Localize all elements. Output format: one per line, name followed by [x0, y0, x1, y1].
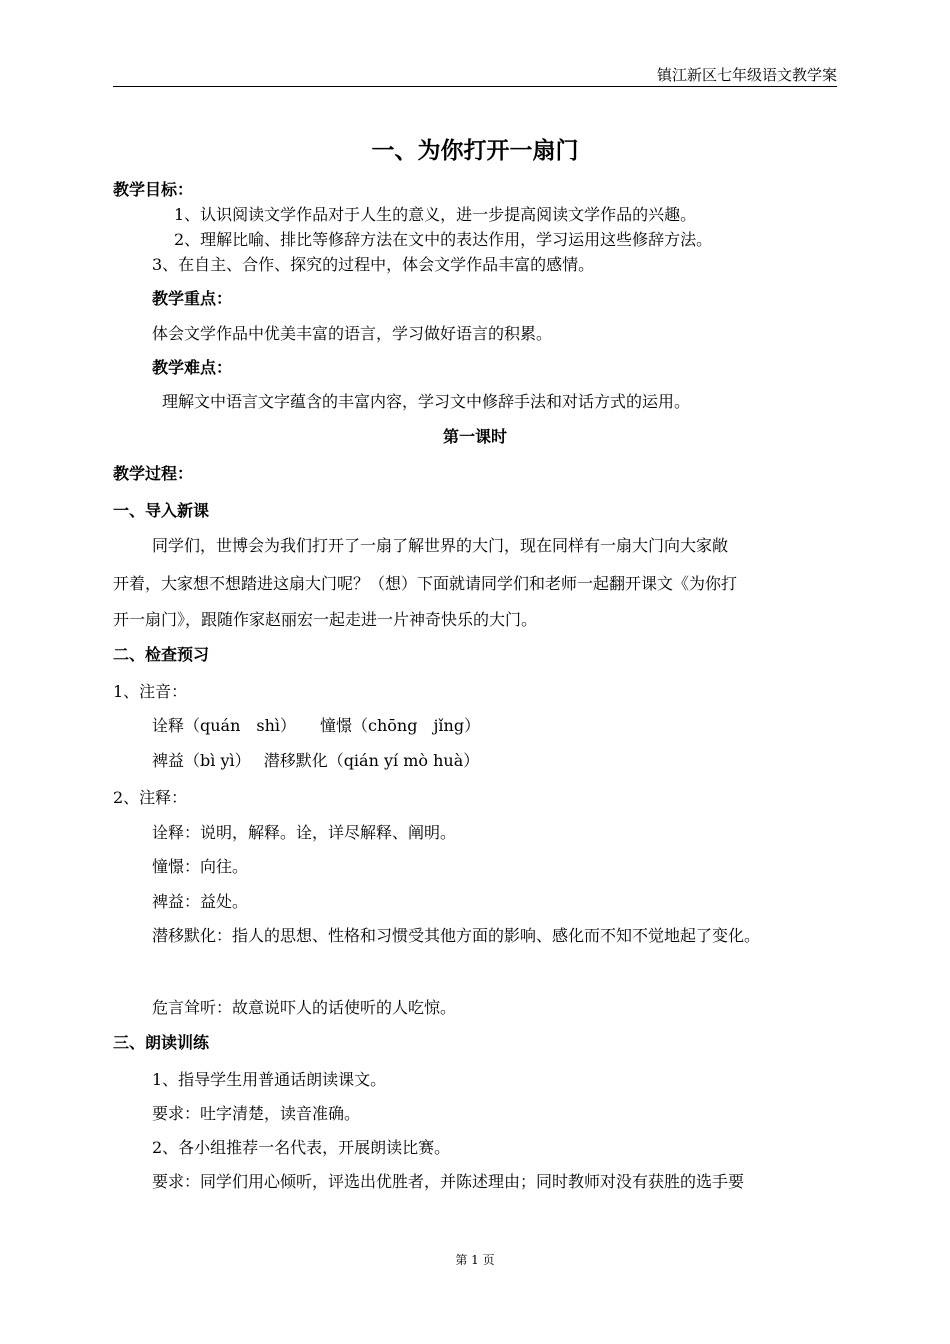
- objective-item: 1、认识阅读文学作品对于人生的意义，进一步提高阅读文学作品的兴趣。: [174, 205, 697, 224]
- page-header: 镇江新区七年级语文教学案: [656, 66, 837, 84]
- phonetic-label: 1、注音：: [113, 682, 188, 701]
- header-divider: [113, 86, 837, 87]
- lesson-heading: 第一课时: [442, 427, 507, 446]
- note-item: 裨益：益处。: [152, 892, 249, 911]
- section2-heading: 二、检查预习: [113, 645, 210, 664]
- key-points-text: 体会文学作品中优美丰富的语言，学习做好语言的积累。: [152, 324, 553, 343]
- document-title: 一、为你打开一扇门: [371, 138, 579, 164]
- process-heading: 教学过程：: [113, 464, 194, 483]
- objectives-heading: 教学目标：: [113, 180, 194, 199]
- section3-line: 要求：吐字清楚，读音准确。: [152, 1104, 361, 1123]
- note-item: 诠释：说明，解释。诠，详尽解释、阐明。: [152, 823, 457, 842]
- section1-line: 开一扇门》，跟随作家赵丽宏一起走进一片神奇快乐的大门。: [113, 610, 538, 629]
- note-item: 潜移默化：指人的思想、性格和习惯受其他方面的影响、感化而不知不觉地起了变化。: [152, 926, 761, 945]
- key-points-heading: 教学重点：: [152, 289, 233, 308]
- section3-heading: 三、朗读训练: [113, 1033, 210, 1052]
- page-number: 第 1 页: [455, 1253, 495, 1267]
- section3-line: 要求：同学们用心倾听，评选出优胜者，并陈述理由；同时教师对没有获胜的选手要: [152, 1172, 745, 1191]
- section1-line: 开着，大家想不想踏进这扇大门呢？（想）下面就请同学们和老师一起翻开课文《为你打: [113, 574, 738, 593]
- objective-item: 3、在自主、合作、探究的过程中，体会文学作品丰富的感情。: [152, 255, 595, 274]
- section3-line: 1、指导学生用普通话朗读课文。: [152, 1070, 387, 1089]
- section1-line: 同学们，世博会为我们打开了一扇了解世界的大门，现在同样有一扇大门向大家敞: [152, 536, 729, 555]
- note-item: 危言耸听：故意说吓人的话使听的人吃惊。: [152, 998, 457, 1017]
- note-item: 憧憬：向往。: [152, 857, 249, 876]
- notes-label: 2、注释：: [113, 788, 188, 807]
- phonetic-line: 裨益（bì yì） 潜移默化（qián yí mò huà）: [152, 751, 480, 770]
- difficulties-text: 理解文中语言文字蕴含的丰富内容，学习文中修辞手法和对话方式的运用。: [162, 392, 691, 411]
- difficulties-heading: 教学难点：: [152, 358, 233, 377]
- phonetic-line: 诠释（quán shì） 憧憬（chōng jǐng）: [152, 716, 481, 735]
- section1-heading: 一、导入新课: [113, 501, 210, 520]
- section3-line: 2、各小组推荐一名代表，开展朗读比赛。: [152, 1138, 451, 1157]
- objective-item: 2、理解比喻、排比等修辞方法在文中的表达作用，学习运用这些修辞方法。: [174, 230, 713, 249]
